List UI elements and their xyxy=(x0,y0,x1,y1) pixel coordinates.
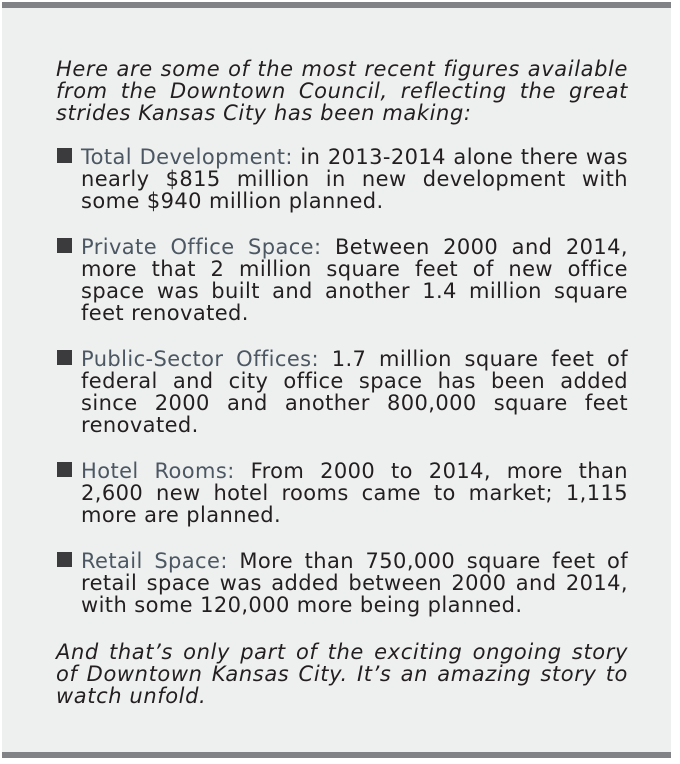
item-text: More than 750,000 square feet of retail space was added between 2000 and 2014, with some 120,000 more being planned. xyxy=(81,549,628,617)
list-item xyxy=(56,460,628,526)
item-text: in 2013-2014 alone there was nearly $815 million in new development with some $940 million planned. xyxy=(81,145,628,213)
square-bullet-icon xyxy=(57,238,72,253)
square-bullet-icon xyxy=(57,462,72,477)
figures-panel xyxy=(2,2,671,758)
item-label: Total Development: xyxy=(81,145,293,169)
list-item xyxy=(56,348,628,436)
item-label: Hotel Rooms: xyxy=(81,459,235,483)
square-bullet-icon xyxy=(57,552,72,567)
square-bullet-icon xyxy=(57,148,72,163)
outro-text: And that’s only part of the exciting ongoing story of Downtown Kansas City. It’s an amazing story to watch unfold. xyxy=(56,640,628,708)
figures-list xyxy=(56,146,628,616)
list-item xyxy=(56,236,628,324)
list-item xyxy=(56,550,628,616)
intro-text: Here are some of the most recent figures available from the Downtown Council, reflecting the great strides Kansas City has been making: xyxy=(56,57,628,125)
square-bullet-icon xyxy=(57,350,72,365)
list-item xyxy=(56,146,628,212)
item-label: Retail Space: xyxy=(81,549,228,573)
item-label: Public-Sector Offices: xyxy=(81,347,319,371)
item-text: From 2000 to 2014, more than 2,600 new hotel rooms came to market; 1,115 more are planned. xyxy=(81,459,628,527)
item-text: 1.7 million square feet of federal and city office space has been added since 2000 and another 800,000 square feet renovated. xyxy=(81,347,628,437)
panel-content xyxy=(56,58,628,707)
item-text: Between 2000 and 2014, more that 2 million square feet of new office space was built and another 1.4 million square feet renovated. xyxy=(81,235,628,325)
item-label: Private Office Space: xyxy=(81,235,322,259)
